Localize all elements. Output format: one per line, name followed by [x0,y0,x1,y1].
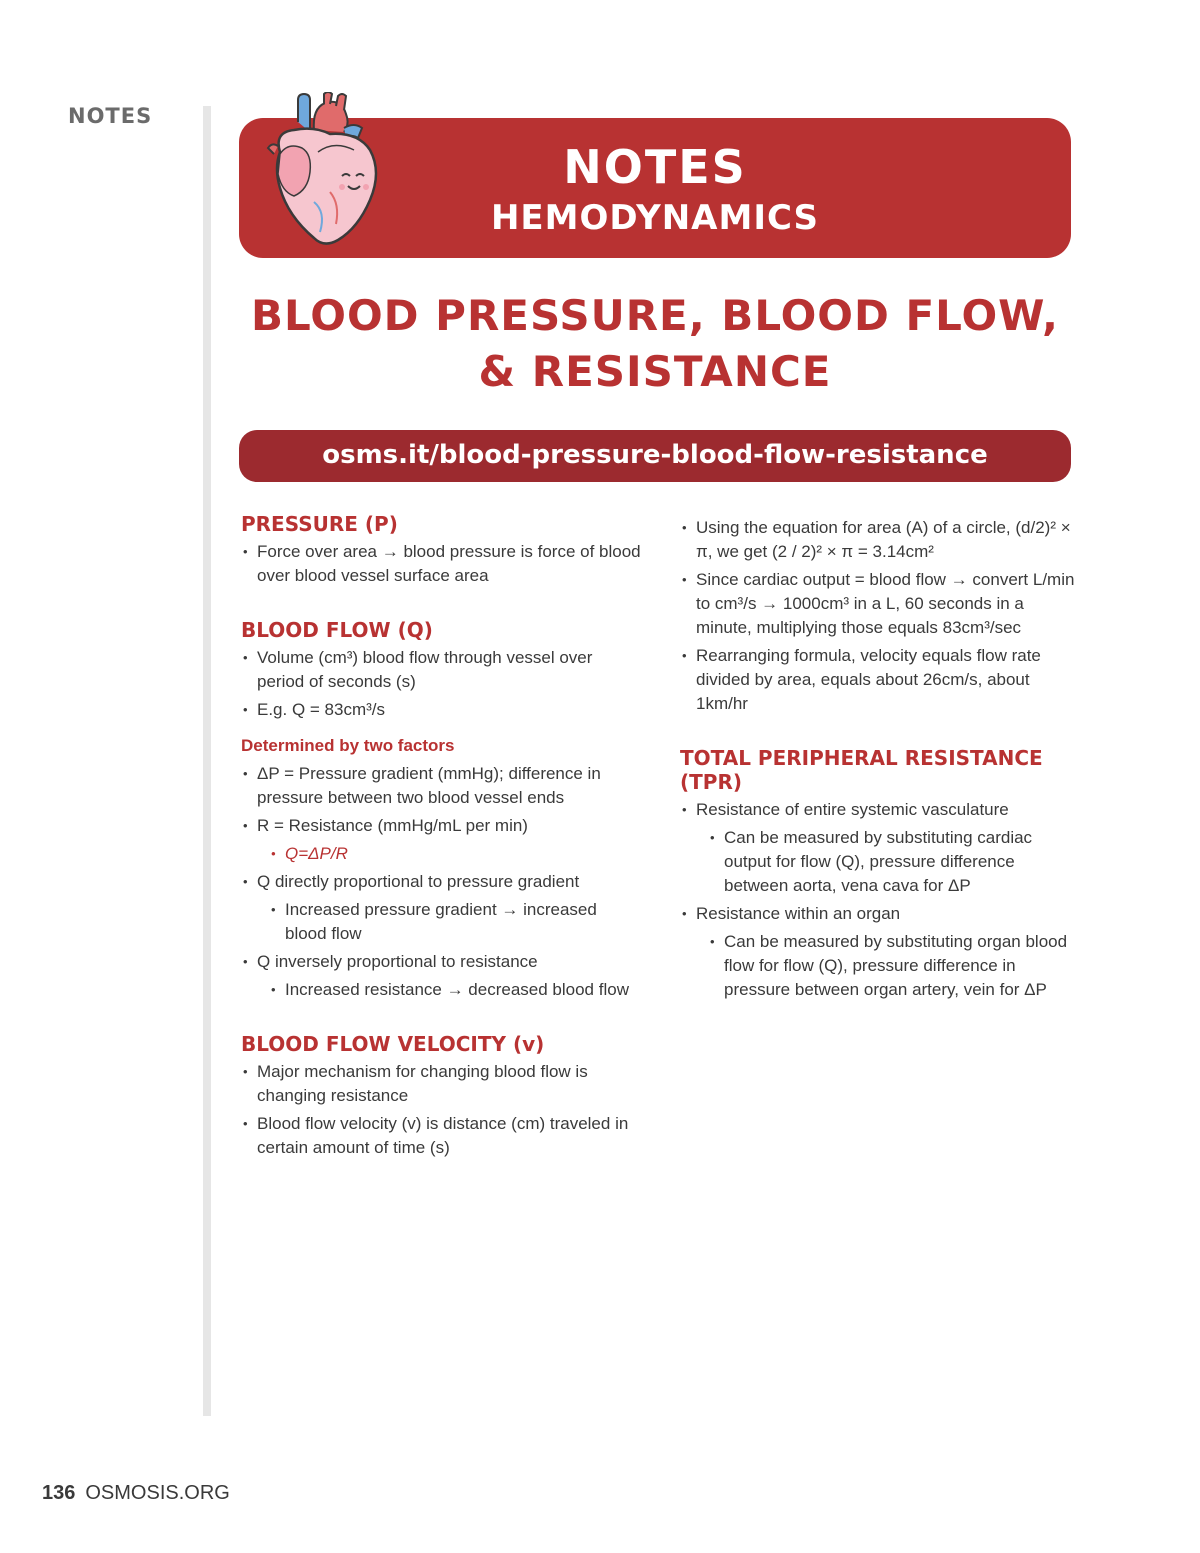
banner-subtitle: HEMODYNAMICS [490,198,820,238]
list-item: • Using the equation for area (A) of a circle, (d/2)² × π, we get (2 / 2)² × π = 3.14cm² [680,516,1075,564]
list-subitem: • Can be measured by substituting cardiac output for flow (Q), pressure difference between aorta, vena cava for ΔP [708,826,1075,898]
list-item: • ΔP = Pressure gradient (mmHg); difference in pressure between two blood vessel ends [241,762,641,810]
list-item: • Since cardiac output = blood flow → convert L/min to cm³/s → 1000cm³ in a L, 60 seconds in a minute, multiplying those equals 83cm³/sec [680,568,1075,640]
list-item: • Force over area → blood pressure is force of blood over blood vessel surface area [241,540,641,588]
list-item: • E.g. Q = 83cm³/s [241,698,641,722]
side-divider [203,106,211,1416]
list-item: • Q inversely proportional to resistance [241,950,641,974]
side-notes-label: NOTES [68,104,153,128]
subheading-factors: Determined by two factors [241,736,455,755]
list-subitem: • Can be measured by substituting organ blood flow for flow (Q), pressure difference in pressure between organ artery, vein for ΔP [708,930,1075,1002]
section-heading-tpr: TOTAL PERIPHERAL RESISTANCE (TPR) [680,746,1043,794]
section-heading-pressure: PRESSURE (P) [241,512,398,536]
list-subitem: • Increased resistance → decreased blood flow [269,978,641,1002]
site-name: OSMOSIS.ORG [85,1482,230,1504]
topic-link[interactable]: osms.it/blood-pressure-blood-flow-resistance [322,440,988,470]
list-item: • Resistance of entire systemic vasculature [680,798,1075,822]
list-item: • Volume (cm³) blood flow through vessel over period of seconds (s) [241,646,641,694]
section-heading-velocity: BLOOD FLOW VELOCITY (v) [241,1032,545,1056]
topic-link-bar[interactable] [239,430,1071,482]
list-item: • R = Resistance (mmHg/mL per min) [241,814,641,838]
list-item: • Q directly proportional to pressure gradient [241,870,641,894]
banner-title: NOTES [563,140,747,194]
section-heading-blood-flow: BLOOD FLOW (Q) [241,618,433,642]
page-title: BLOOD PRESSURE, BLOOD FLOW, & RESISTANCE [251,291,1059,396]
page-footer [42,1482,230,1505]
left-column [241,512,641,1160]
formula-item: • Q=ΔP/R [269,842,641,866]
right-column [680,516,1075,1002]
list-item: • Resistance within an organ [680,902,1075,926]
list-item: • Major mechanism for changing blood flow is changing resistance [241,1060,641,1108]
list-item: • Rearranging formula, velocity equals flow rate divided by area, equals about 26cm/s, about 1km/hr [680,644,1075,716]
list-item: • Blood flow velocity (v) is distance (cm) traveled in certain amount of time (s) [241,1112,641,1160]
list-subitem: • Increased pressure gradient → increased blood flow [269,898,641,946]
page-number: 136 [42,1482,76,1504]
heart-icon [258,92,388,247]
